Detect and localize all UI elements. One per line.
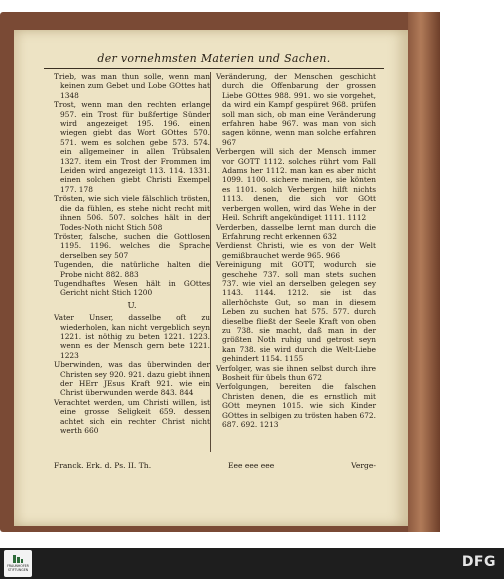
index-entry: Vater Unser, dasselbe oft zu wiederholen, kan nicht vergeblich seyn 1221. ist nöthig zu beten 1221. 1223. wenn es der Mensch gern bete 1221. 1223 xyxy=(54,313,210,360)
index-entry: Trieb, was man thun solle, wenn man keinen zum Gebet und Lobe GOttes hat 1348 xyxy=(54,72,210,100)
index-entry: Trost, wenn man den rechten erlange 957. ein Trost für bußfertige Sünder wird angezeiget 195. 196. einen wiegen giebt das Wort GOttes 570. 571. wem es solchen gebe 573. 574. ein allgemeiner in allen Trübsalen 1327. item ein Trost der Frommen im Leiden wird angezeigt 113. 114. 1331. einen solchen giebt Christi Exempel 177. 178 xyxy=(54,100,210,194)
dfg-logo[interactable]: DFG xyxy=(461,554,496,570)
index-entry: Verachtet werden, um Christi willen, ist eine grosse Seligkeit 659. dessen achtet sich ein rechter Christ nicht werth 660 xyxy=(54,397,210,436)
fraunhofer-icon xyxy=(12,554,24,564)
book-page xyxy=(14,30,408,526)
fraunhofer-logo-text: FRAUNHOFER STIFTUNGEN xyxy=(7,564,29,572)
header-rule xyxy=(44,68,384,69)
page-footer xyxy=(54,461,376,470)
index-entry: Verbergen will sich der Mensch immer vor GOTT 1112. solches rührt vom Fall Adams her 1112. man kan es aber nicht 1099. 1100. sichere meinen, sie könten es 1101. solch Verbergen hilft nichts 1113. denen, die sich vor GOtt verbergen wollen, wird das Wehe in der Heil. Schrift angekündiget 1111. 1112 xyxy=(216,147,376,223)
left-column xyxy=(54,72,210,435)
index-entry: Verderben, dasselbe lernt man durch die Erfahrung recht erkennen 632 xyxy=(216,222,376,241)
index-entry: Tugenden, die natürliche halten die Probe nicht 882. 883 xyxy=(54,260,210,279)
index-entry: Verfolger, was sie ihnen selbst durch ihre Bosheit für übels thun 672 xyxy=(216,363,376,382)
footer-signature: Eee eee eee xyxy=(227,461,275,470)
index-entry: Verfolgungen, bereiten die falschen Christen denen, die es ernstlich mit GOtt meynen 1015. wie sich Kinder GOttes in selbigen zu trösten haben 672. 687. 692. 1213 xyxy=(216,382,376,430)
index-entry: Trösten, wie sich viele fälschlich trösten, die da fühlen, es stehe nicht recht mit ihnen 506. 507. solches hält in der Todes-Noth nicht Stich 508 xyxy=(54,194,210,232)
column-divider xyxy=(210,72,211,452)
fraunhofer-logo[interactable] xyxy=(4,550,32,577)
index-entry: Veränderung, der Menschen geschicht durch die Offenbarung der grossen Liebe GOttes 988. 991. wo sie vorgehet, da wird ein Kampf gespüret 968. prüfen soll man sich, ob man eine Veränderung erfahren habe 967. was man von sich sagen könne, wenn man solche erfahren 967 xyxy=(216,72,376,147)
footer-catchword: Verge- xyxy=(351,461,376,470)
index-entry: Tröster, falsche, suchen die Gottlosen 1195. 1196. welches die Sprache derselben sey 507 xyxy=(54,231,210,260)
page-header: der vornehmsten Materien und Sachen. xyxy=(97,52,331,65)
index-entry: Vereinigung mit GOTT, wodurch sie geschehe 737. soll man stets suchen 737. wie viel an derselben gelegen sey 1143. 1144. 1212. sie ist das allerhöchste Gut, so man in diesem Leben zu suchen hat 575. 577. durch dieselbe fließt der Seele Kraft von oben zu 738. sie macht, daß man in der größten Noth ruhig und getrost seyn kan 738. sie wird durch die Welt-Liebe gehindert 1154. 1155 xyxy=(216,260,376,364)
footer-left: Franck. Erk. d. Ps. II. Th. xyxy=(54,461,152,470)
right-column xyxy=(216,72,376,429)
book-cover-edge xyxy=(408,12,440,532)
index-entry: Uberwinden, was das überwinden der Christen sey 920. 921. dazu giebt ihnen der HErr JEsus Kraft 921. wie ein Christ überwunden werde 843. 844 xyxy=(54,360,210,398)
index-entry: Verdienst Christi, wie es von der Welt gemißbrauchet werde 965. 966 xyxy=(216,241,376,260)
footer-bar xyxy=(0,548,504,579)
index-entry: Tugendhaftes Wesen hält in GOttes Gericht nicht Stich 1200 xyxy=(54,278,210,298)
section-letter: U. xyxy=(127,300,137,311)
